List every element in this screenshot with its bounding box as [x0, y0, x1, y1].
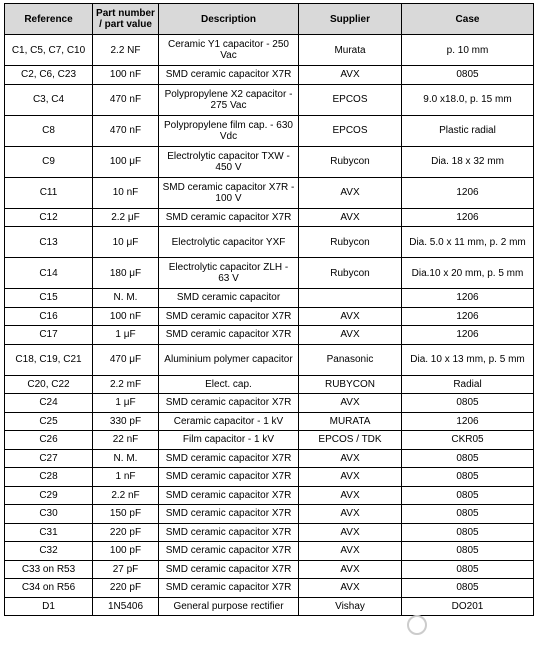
cell-description: SMD ceramic capacitor X7R — [159, 66, 299, 85]
cell-description: Polypropylene X2 capacitor - 275 Vac — [159, 84, 299, 115]
cell-case: 0805 — [402, 523, 534, 542]
table-row — [5, 227, 534, 258]
cell-reference: C34 on R56 — [5, 579, 93, 598]
cell-case: Radial — [402, 375, 534, 394]
table-row — [5, 177, 534, 208]
table-row — [5, 486, 534, 505]
cell-supplier: AVX — [299, 523, 402, 542]
cell-description: Ceramic capacitor - 1 kV — [159, 412, 299, 431]
cell-part: 1 μF — [93, 394, 159, 413]
cell-part: 22 nF — [93, 431, 159, 450]
cell-description: SMD ceramic capacitor X7R — [159, 579, 299, 598]
cell-reference: C20, C22 — [5, 375, 93, 394]
cell-reference: C15 — [5, 289, 93, 308]
table-row — [5, 115, 534, 146]
cell-part: 2.2 NF — [93, 35, 159, 66]
table-row — [5, 146, 534, 177]
header-part: Part number / part value — [93, 4, 159, 35]
table-row — [5, 431, 534, 450]
cell-case: 9.0 x18.0, p. 15 mm — [402, 84, 534, 115]
cell-part: 1N5406 — [93, 597, 159, 616]
table-row — [5, 394, 534, 413]
cell-description: SMD ceramic capacitor X7R — [159, 560, 299, 579]
header-row — [5, 4, 534, 35]
cell-description: Polypropylene film cap. - 630 Vdc — [159, 115, 299, 146]
cell-description: SMD ceramic capacitor X7R — [159, 523, 299, 542]
cell-supplier: Murata — [299, 35, 402, 66]
table-row — [5, 579, 534, 598]
table-row — [5, 208, 534, 227]
cell-supplier: AVX — [299, 560, 402, 579]
cell-part: N. M. — [93, 449, 159, 468]
cell-case: CKR05 — [402, 431, 534, 450]
table-row — [5, 375, 534, 394]
cell-part: 2.2 nF — [93, 486, 159, 505]
cell-reference: C12 — [5, 208, 93, 227]
cell-supplier: Vishay — [299, 597, 402, 616]
cell-case: Dia. 18 x 32 mm — [402, 146, 534, 177]
cell-supplier: AVX — [299, 449, 402, 468]
table-header — [5, 4, 534, 35]
cell-case: 0805 — [402, 394, 534, 413]
cell-case: 0805 — [402, 66, 534, 85]
table-row — [5, 344, 534, 375]
cell-description: SMD ceramic capacitor — [159, 289, 299, 308]
cell-case: 1206 — [402, 307, 534, 326]
cell-part: 330 pF — [93, 412, 159, 431]
cell-supplier: EPCOS — [299, 115, 402, 146]
cell-supplier: AVX — [299, 468, 402, 487]
cell-part: N. M. — [93, 289, 159, 308]
cell-reference: C33 on R53 — [5, 560, 93, 579]
bom-table — [4, 3, 534, 616]
cell-part: 27 pF — [93, 560, 159, 579]
cell-supplier: AVX — [299, 486, 402, 505]
cell-case: Dia. 5.0 x 11 mm, p. 2 mm — [402, 227, 534, 258]
cell-description: SMD ceramic capacitor X7R — [159, 307, 299, 326]
cell-part: 220 pF — [93, 523, 159, 542]
cell-part: 150 pF — [93, 505, 159, 524]
cell-case: 0805 — [402, 449, 534, 468]
cell-reference: C14 — [5, 258, 93, 289]
cell-supplier: AVX — [299, 307, 402, 326]
header-supplier: Supplier — [299, 4, 402, 35]
table-row — [5, 307, 534, 326]
watermark-logo-icon — [407, 615, 427, 635]
cell-case: 0805 — [402, 468, 534, 487]
cell-reference: D1 — [5, 597, 93, 616]
table-body — [5, 35, 534, 616]
table-row — [5, 449, 534, 468]
cell-description: SMD ceramic capacitor X7R — [159, 208, 299, 227]
cell-reference: C30 — [5, 505, 93, 524]
cell-description: Electrolytic capacitor YXF — [159, 227, 299, 258]
cell-reference: C2, C6, C23 — [5, 66, 93, 85]
table-row — [5, 258, 534, 289]
cell-supplier: MURATA — [299, 412, 402, 431]
cell-case: Dia. 10 x 13 mm, p. 5 mm — [402, 344, 534, 375]
cell-description: Film capacitor - 1 kV — [159, 431, 299, 450]
table-row — [5, 523, 534, 542]
cell-part: 100 μF — [93, 146, 159, 177]
cell-reference: C18, C19, C21 — [5, 344, 93, 375]
cell-part: 2.2 mF — [93, 375, 159, 394]
cell-description: SMD ceramic capacitor X7R — [159, 326, 299, 345]
cell-reference: C3, C4 — [5, 84, 93, 115]
cell-case: 0805 — [402, 505, 534, 524]
cell-reference: C25 — [5, 412, 93, 431]
table-row — [5, 35, 534, 66]
table-row — [5, 560, 534, 579]
header-reference: Reference — [5, 4, 93, 35]
table-row — [5, 412, 534, 431]
cell-case: 0805 — [402, 542, 534, 561]
table-row — [5, 326, 534, 345]
cell-reference: C24 — [5, 394, 93, 413]
cell-supplier: AVX — [299, 326, 402, 345]
cell-description: Elect. cap. — [159, 375, 299, 394]
cell-case: 1206 — [402, 177, 534, 208]
cell-supplier: Rubycon — [299, 227, 402, 258]
cell-case: 0805 — [402, 486, 534, 505]
cell-description: SMD ceramic capacitor X7R — [159, 486, 299, 505]
cell-supplier: AVX — [299, 579, 402, 598]
cell-part: 470 nF — [93, 115, 159, 146]
cell-reference: C27 — [5, 449, 93, 468]
cell-case: 1206 — [402, 412, 534, 431]
cell-case: Dia.10 x 20 mm, p. 5 mm — [402, 258, 534, 289]
cell-description: SMD ceramic capacitor X7R — [159, 449, 299, 468]
cell-supplier: Panasonic — [299, 344, 402, 375]
cell-supplier: AVX — [299, 542, 402, 561]
cell-reference: C29 — [5, 486, 93, 505]
cell-description: Ceramic Y1 capacitor - 250 Vac — [159, 35, 299, 66]
cell-part: 10 μF — [93, 227, 159, 258]
cell-case: 0805 — [402, 560, 534, 579]
cell-supplier: EPCOS / TDK — [299, 431, 402, 450]
cell-supplier — [299, 289, 402, 308]
cell-case: 1206 — [402, 289, 534, 308]
cell-reference: C28 — [5, 468, 93, 487]
table-row — [5, 66, 534, 85]
cell-part: 470 μF — [93, 344, 159, 375]
cell-description: Electrolytic capacitor ZLH - 63 V — [159, 258, 299, 289]
cell-description: SMD ceramic capacitor X7R — [159, 468, 299, 487]
cell-supplier: Rubycon — [299, 146, 402, 177]
table-row — [5, 542, 534, 561]
cell-part: 1 nF — [93, 468, 159, 487]
cell-reference: C16 — [5, 307, 93, 326]
cell-reference: C11 — [5, 177, 93, 208]
cell-reference: C1, C5, C7, C10 — [5, 35, 93, 66]
cell-description: General purpose rectifier — [159, 597, 299, 616]
table-row — [5, 289, 534, 308]
cell-reference: C13 — [5, 227, 93, 258]
cell-case: p. 10 mm — [402, 35, 534, 66]
cell-reference: C17 — [5, 326, 93, 345]
header-case: Case — [402, 4, 534, 35]
cell-supplier: AVX — [299, 394, 402, 413]
cell-case: 0805 — [402, 579, 534, 598]
cell-reference: C26 — [5, 431, 93, 450]
cell-reference: C32 — [5, 542, 93, 561]
cell-description: Aluminium polymer capacitor — [159, 344, 299, 375]
cell-case: 1206 — [402, 326, 534, 345]
cell-supplier: AVX — [299, 505, 402, 524]
cell-reference: C31 — [5, 523, 93, 542]
table-row — [5, 505, 534, 524]
cell-supplier: Rubycon — [299, 258, 402, 289]
cell-part: 100 nF — [93, 66, 159, 85]
table-row — [5, 468, 534, 487]
cell-description: SMD ceramic capacitor X7R — [159, 394, 299, 413]
cell-supplier: RUBYCON — [299, 375, 402, 394]
cell-part: 220 pF — [93, 579, 159, 598]
table-row — [5, 84, 534, 115]
cell-part: 2.2 μF — [93, 208, 159, 227]
cell-part: 1 μF — [93, 326, 159, 345]
cell-description: SMD ceramic capacitor X7R — [159, 542, 299, 561]
cell-part: 100 nF — [93, 307, 159, 326]
cell-part: 100 pF — [93, 542, 159, 561]
cell-reference: C9 — [5, 146, 93, 177]
cell-part: 470 nF — [93, 84, 159, 115]
cell-supplier: EPCOS — [299, 84, 402, 115]
cell-supplier: AVX — [299, 208, 402, 227]
cell-description: SMD ceramic capacitor X7R — [159, 505, 299, 524]
cell-case: DO201 — [402, 597, 534, 616]
cell-part: 10 nF — [93, 177, 159, 208]
header-description: Description — [159, 4, 299, 35]
cell-part: 180 μF — [93, 258, 159, 289]
cell-supplier: AVX — [299, 66, 402, 85]
cell-case: 1206 — [402, 208, 534, 227]
cell-reference: C8 — [5, 115, 93, 146]
table-row — [5, 597, 534, 616]
cell-supplier: AVX — [299, 177, 402, 208]
cell-description: SMD ceramic capacitor X7R - 100 V — [159, 177, 299, 208]
cell-description: Electrolytic capacitor TXW - 450 V — [159, 146, 299, 177]
cell-case: Plastic radial — [402, 115, 534, 146]
